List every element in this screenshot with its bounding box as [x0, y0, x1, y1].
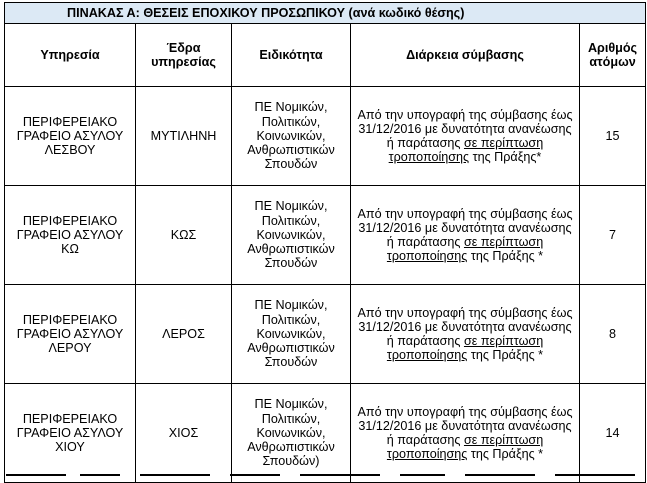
cell-duration	[351, 285, 580, 384]
cell-count: 7	[580, 186, 646, 285]
cell-count: 14	[580, 384, 646, 483]
cell-seat: ΧΙΟΣ	[136, 384, 232, 483]
duration-text: Από την υπογραφή της σύμβασης έως 31/12/2016 με δυνατότητα ανανέωσης ή παράτασης	[357, 404, 573, 447]
cell-specialty: ΠΕ Νομικών, Πολιτικών, Κοινωνικών, Ανθρωπιστικών Σπουδών)	[232, 384, 351, 483]
header-seat: Έδρα υπηρεσίας	[136, 24, 232, 87]
positions-table	[4, 2, 646, 483]
duration-text: Από την υπογραφή της σύμβασης έως 31/12/2016 με δυνατότητα ανανέωσης ή παράτασης	[357, 305, 573, 348]
header-service: Υπηρεσία	[5, 24, 136, 87]
table-title: ΠΙΝΑΚΑΣ Α: ΘΕΣΕΙΣ ΕΠΟΧΙΚΟΥ ΠΡΟΣΩΠΙΚΟΥ (ανά κωδικό θέσης)	[5, 3, 646, 24]
cell-count: 8	[580, 285, 646, 384]
cell-service: ΠΕΡΙΦΕΡΕΙΑΚΟ ΓΡΑΦΕΙΟ ΑΣΥΛΟΥ ΚΩ	[5, 186, 136, 285]
table-row	[5, 384, 646, 483]
cell-duration	[351, 186, 580, 285]
cell-duration	[351, 384, 580, 483]
cell-service: ΠΕΡΙΦΕΡΕΙΑΚΟ ΓΡΑΦΕΙΟ ΑΣΥΛΟΥ ΛΕΡΟΥ	[5, 285, 136, 384]
cell-specialty: ΠΕ Νομικών, Πολιτικών, Κοινωνικών, Ανθρωπιστικών Σπουδών	[232, 285, 351, 384]
cell-count: 15	[580, 87, 646, 186]
header-specialty: Ειδικότητα	[232, 24, 351, 87]
header-count: Αριθμός ατόμων	[580, 24, 646, 87]
duration-underlined: σε περίπτωση τροποποίησης	[386, 235, 544, 264]
table-row	[5, 186, 646, 285]
cell-seat: ΚΩΣ	[136, 186, 232, 285]
duration-tail: της Πράξης *	[470, 348, 544, 363]
table-row	[5, 87, 646, 186]
table-title-row	[5, 3, 646, 24]
header-duration: Διάρκεια σύμβασης	[351, 24, 580, 87]
cell-service: ΠΕΡΙΦΕΡΕΙΑΚΟ ΓΡΑΦΕΙΟ ΑΣΥΛΟΥ ΧΙΟΥ	[5, 384, 136, 483]
table-row	[5, 285, 646, 384]
duration-tail: της Πράξης*	[472, 150, 542, 165]
cell-specialty: ΠΕ Νομικών, Πολιτικών, Κοινωνικών, Ανθρωπιστικών Σπουδών	[232, 186, 351, 285]
duration-text: Από την υπογραφή της σύμβασης έως 31/12/2016 με δυνατότητα ανανέωσης ή παράτασης	[357, 107, 573, 150]
cell-duration	[351, 87, 580, 186]
cell-seat: ΛΕΡΟΣ	[136, 285, 232, 384]
cell-service: ΠΕΡΙΦΕΡΕΙΑΚΟ ΓΡΑΦΕΙΟ ΑΣΥΛΟΥ ΛΕΣΒΟΥ	[5, 87, 136, 186]
cell-specialty: ΠΕ Νομικών, Πολιτικών, Κοινωνικών, Ανθρωπιστικών Σπουδών	[232, 87, 351, 186]
cell-seat: ΜΥΤΙΛΗΝΗ	[136, 87, 232, 186]
duration-underlined: σε περίπτωση τροποποίησης	[386, 433, 544, 462]
table-header-row	[5, 24, 646, 87]
cropped-text-line	[0, 470, 647, 478]
duration-tail: της Πράξης *	[470, 249, 544, 264]
duration-underlined: σε περίπτωση τροποποίησης	[388, 136, 544, 165]
duration-text: Από την υπογραφή της σύμβασης έως 31/12/2016 με δυνατότητα ανανέωσης ή παράτασης	[357, 206, 573, 249]
duration-tail: της Πράξης *	[470, 447, 544, 462]
duration-underlined: σε περίπτωση τροποποίησης	[386, 334, 544, 363]
